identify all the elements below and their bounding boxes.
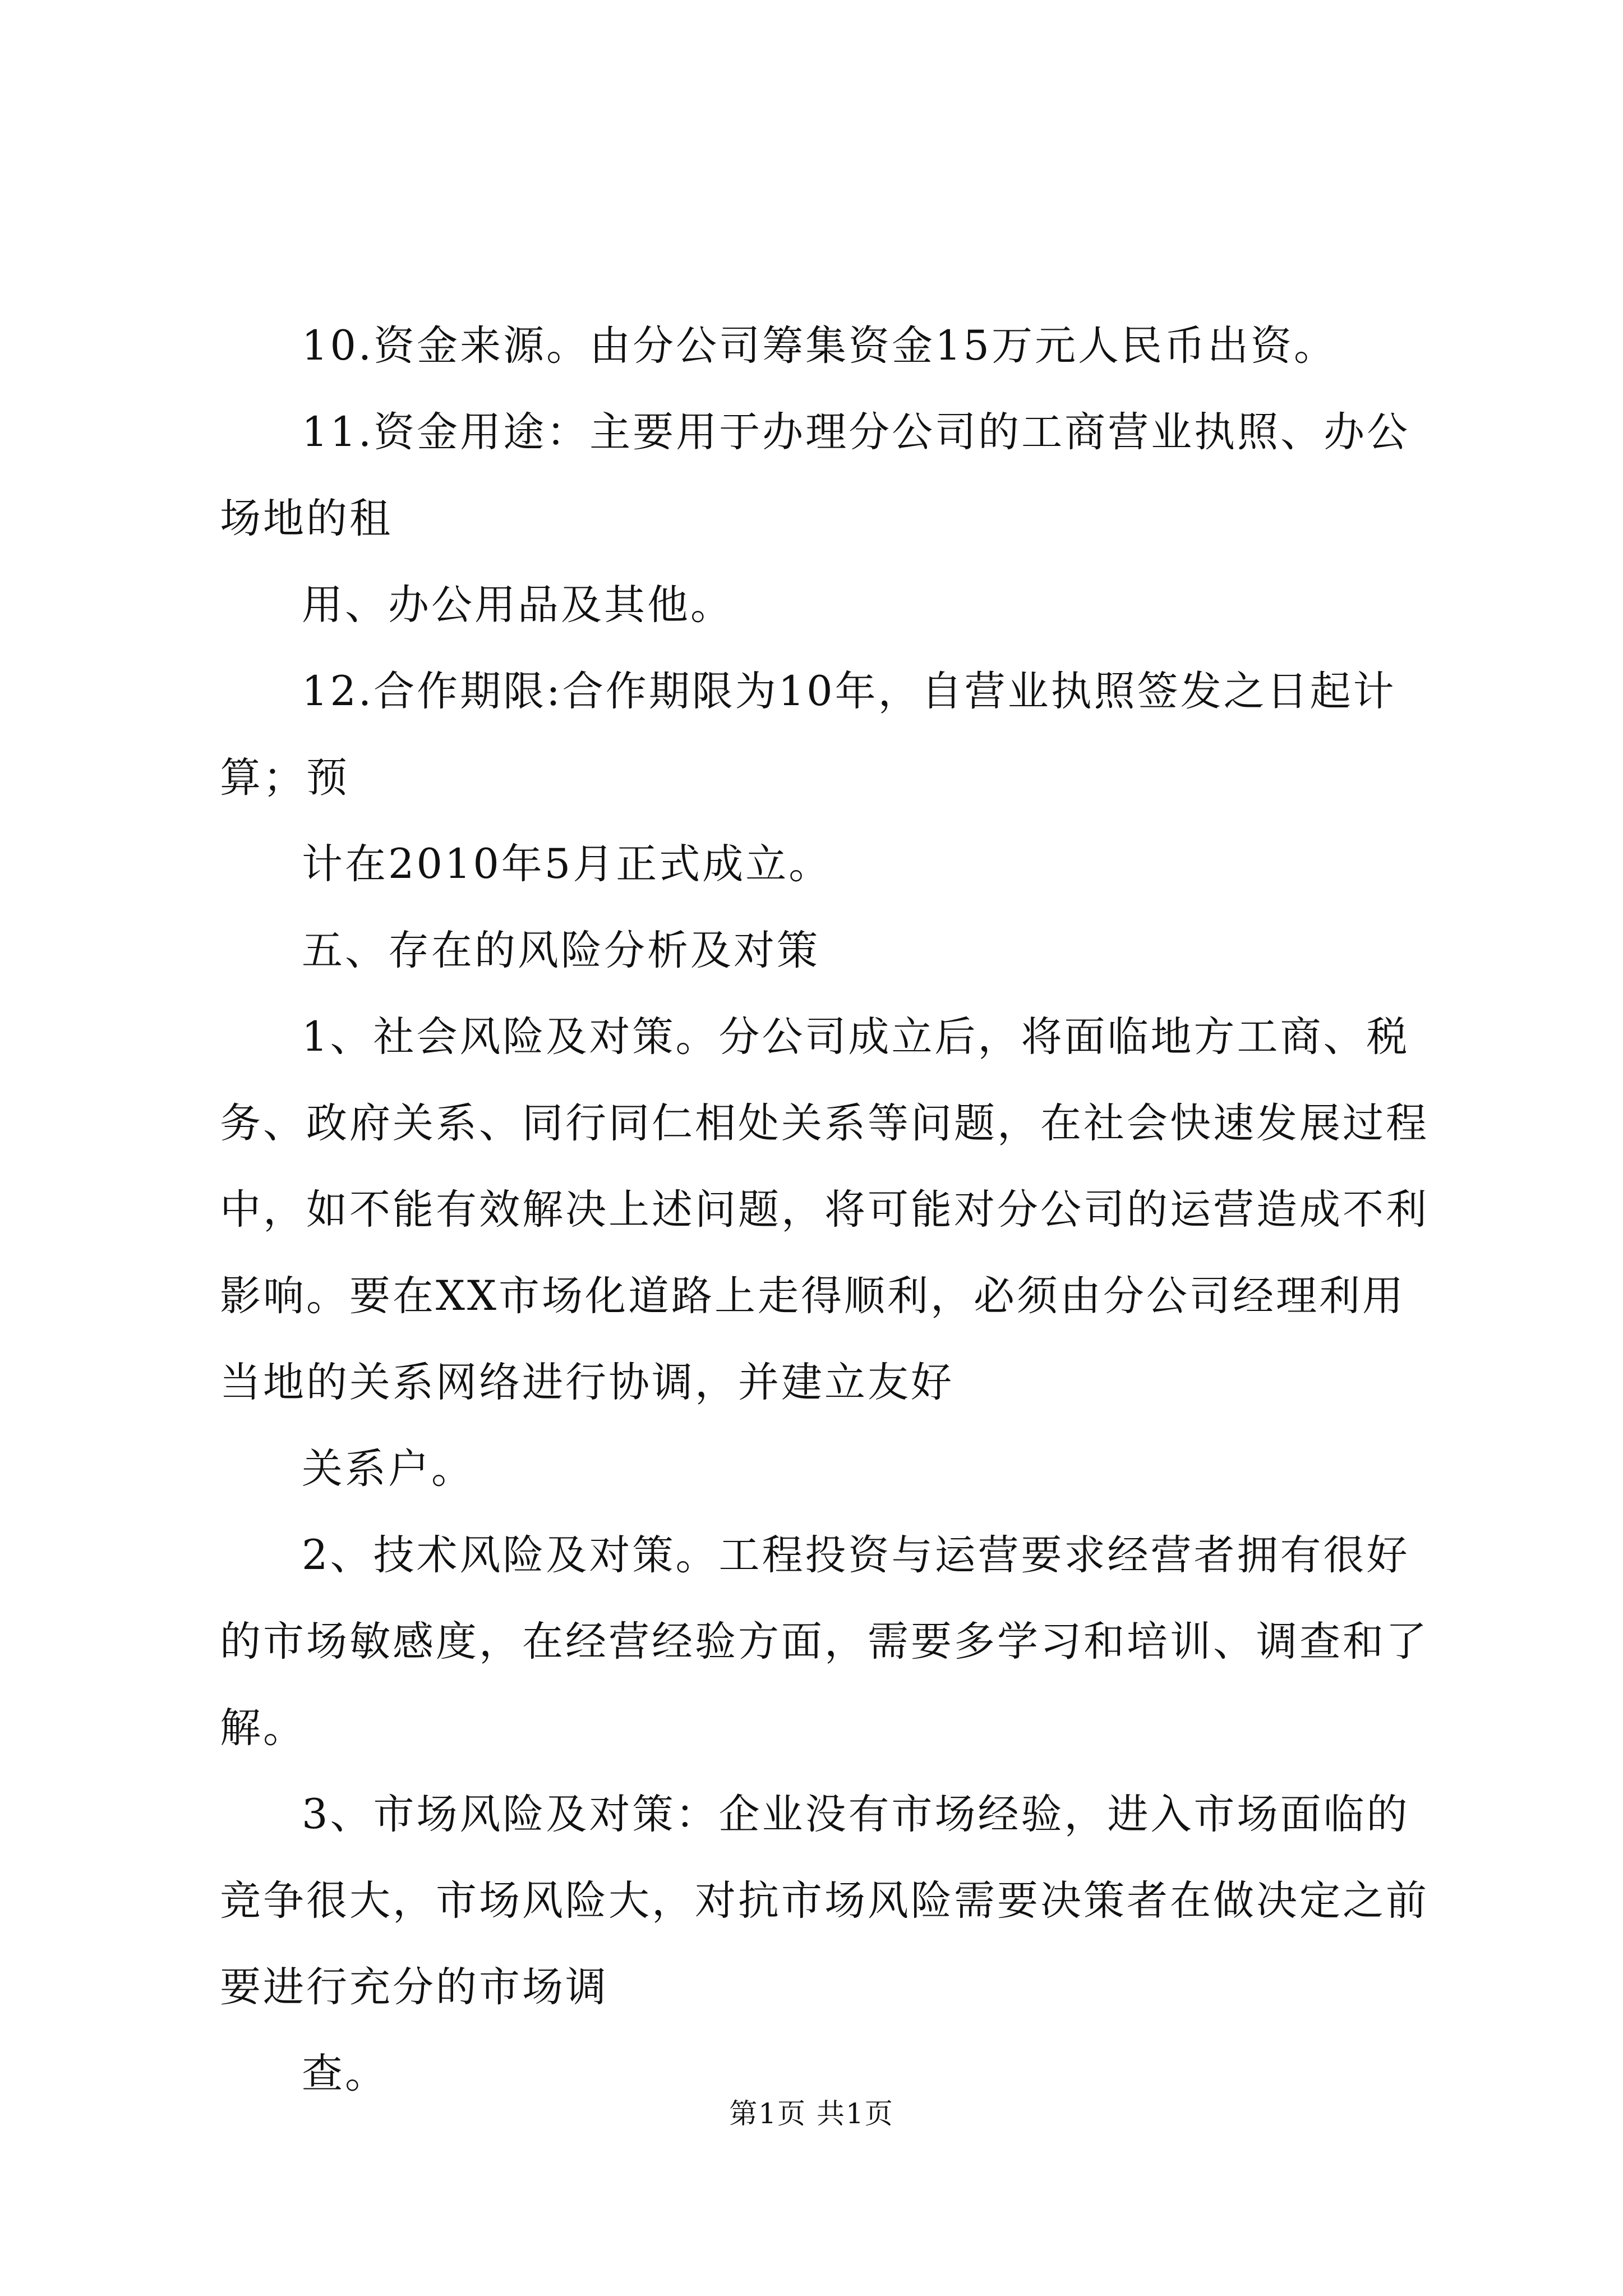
paragraph-social-risk-line-3: 中，如不能有效解决上述问题，将可能对分公司的运营造成不利 — [220, 1186, 1429, 1234]
paragraph-market-risk-line-3: 要进行充分的市场调 — [220, 1963, 608, 2011]
paragraph-social-risk-line-4: 影响。要在XX市场化道路上走得顺利，必须由分公司经理利用 — [220, 1272, 1405, 1320]
section-heading-risk-analysis: 五、存在的风险分析及对策 — [302, 927, 820, 974]
paragraph-technical-risk-line-1: 2、技术风险及对策。工程投资与运营要求经营者拥有很好 — [302, 1531, 1410, 1579]
paragraph-social-risk-line-2: 务、政府关系、同行同仁相处关系等问题，在社会快速发展过程 — [220, 1099, 1429, 1147]
paragraph-social-risk-line-1: 1、社会风险及对策。分公司成立后，将面临地方工商、税 — [302, 1013, 1410, 1061]
paragraph-fund-usage-line-1: 11.资金用途：主要用于办理分公司的工商营业执照、办公 — [302, 408, 1410, 456]
paragraph-fund-usage-line-3: 用、办公用品及其他。 — [302, 581, 734, 629]
paragraph-market-risk-line-4: 查。 — [302, 2050, 388, 2097]
paragraph-cooperation-term-line-1: 12.合作期限:合作期限为10年，自营业执照签发之日起计 — [302, 668, 1396, 715]
paragraph-social-risk-line-6: 关系户。 — [302, 1445, 474, 1493]
paragraph-market-risk-line-2: 竞争很大，市场风险大，对抗市场风险需要决策者在做决定之前 — [220, 1877, 1429, 1925]
paragraph-funding-source: 10.资金来源。由分公司筹集资金15万元人民币出资。 — [302, 322, 1337, 370]
document-body — [220, 303, 1429, 2117]
paragraph-technical-risk-line-3: 解。 — [220, 1704, 306, 1752]
paragraph-fund-usage-line-2: 场地的租 — [220, 495, 393, 542]
paragraph-cooperation-term-line-3: 计在2010年5月正式成立。 — [302, 840, 832, 888]
paragraph-social-risk-line-5: 当地的关系网络进行协调，并建立友好 — [220, 1359, 954, 1406]
paragraph-market-risk-line-1: 3、市场风险及对策：企业没有市场经验，进入市场面临的 — [302, 1791, 1410, 1838]
paragraph-technical-risk-line-2: 的市场敏感度，在经营经验方面，需要多学习和培训、调查和了 — [220, 1618, 1429, 1665]
page-footer: 第1页 共1页 — [729, 2097, 894, 2130]
paragraph-cooperation-term-line-2: 算；预 — [220, 754, 349, 802]
